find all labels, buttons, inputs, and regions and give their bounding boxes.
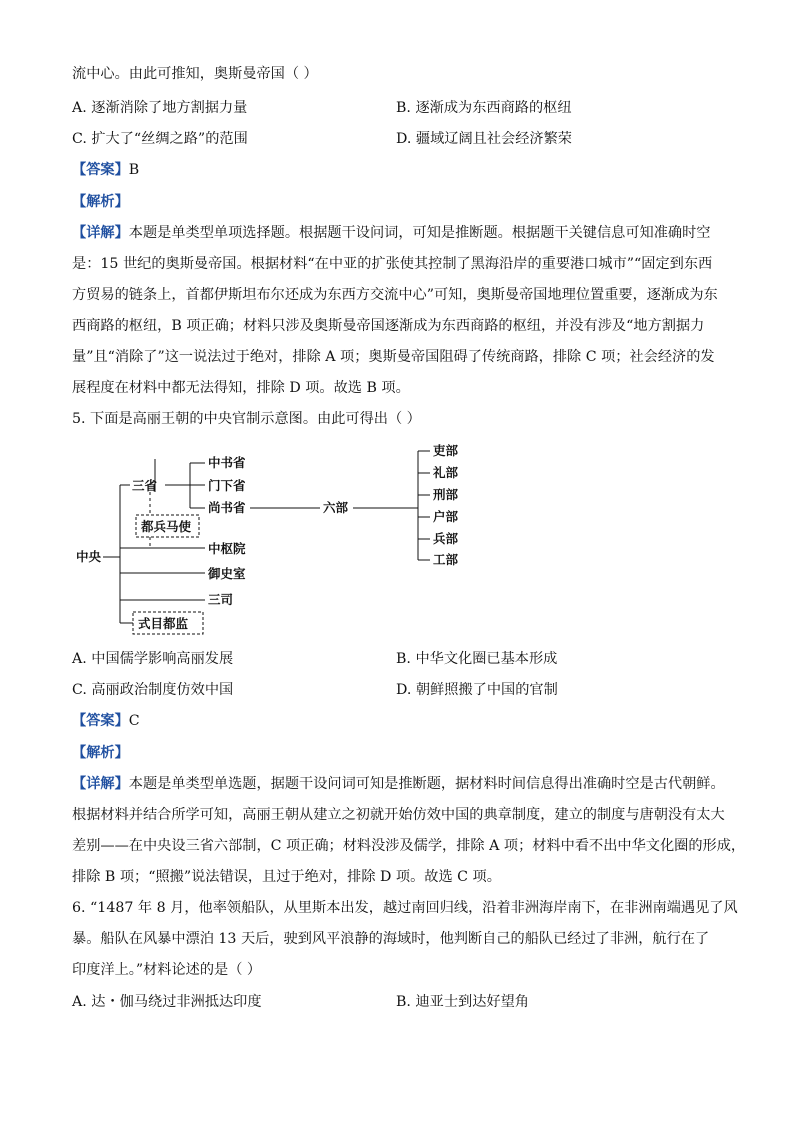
diagram-zhongshu: 中书省 xyxy=(208,455,246,470)
korea-official-system-diagram xyxy=(0,440,794,640)
q4-option-c: C. 扩大了“丝绸之路”的范围 xyxy=(72,131,248,147)
q6-stem-line-2: 暴。船队在风暴中漂泊 13 天后，驶到风平浪静的海域时，他判断自己的船队已经过了非洲，航行在了 xyxy=(72,931,710,947)
answer-value: B xyxy=(128,162,140,178)
diagram-bingbu: 兵部 xyxy=(433,531,459,546)
diagram-gongbu: 工部 xyxy=(433,552,459,567)
q5-detail-line-3: 差别——在中央设三省六部制，C 项正确；材料没涉及儒学，排除 A 项；材料中看不出中华文化圈的形成， xyxy=(72,838,746,854)
diagram-yushishi: 御史室 xyxy=(208,566,246,581)
diagram-libu-personnel: 吏部 xyxy=(433,443,459,458)
q6-stem-line-3: 印度洋上。”材料论述的是（ ） xyxy=(72,962,262,978)
detail-tag: 【详解】 xyxy=(72,225,129,241)
q4-detail-line-6: 展程度在材料中都无法得知，排除 D 项。故选 B 项。 xyxy=(72,380,410,396)
q4-detail-line-4: 西商路的枢纽，B 项正确；材料只涉及奥斯曼帝国逐渐成为东西商路的枢纽，并没有涉及“地方割据力 xyxy=(72,318,705,334)
q4-detail-line-5: 量”且“消除了”这一说法过于绝对，排除 A 项；奥斯曼帝国阻碍了传统商路，排除 C 项；社会经济的发 xyxy=(72,349,715,365)
detail-tag: 【详解】 xyxy=(72,776,129,792)
answer-tag: 【答案】 xyxy=(72,162,129,178)
q6-stem-line-1: 6. “1487 年 8 月，他率领船队，从里斯本出发，越过南回归线，沿着非洲海岸南下，在非洲南端遇见了风 xyxy=(72,900,738,916)
q5-option-a: A. 中国儒学影响高丽发展 xyxy=(72,651,234,667)
q4-detail-line-1: 【详解】本题是单类型单项选择题。根据题干设问词，可知是推断题。根据题干关键信息可知准确时空 xyxy=(72,225,711,241)
q5-option-b: B. 中华文化圈已基本形成 xyxy=(396,651,558,667)
diagram-sansi: 三司 xyxy=(208,592,234,607)
diagram-xingbu: 刑部 xyxy=(433,487,459,502)
diagram-menxia: 门下省 xyxy=(208,478,246,493)
q5-detail-line-4: 排除 B 项；“照搬”说法错误，且过于绝对，排除 D 项。故选 C 项。 xyxy=(72,869,501,885)
q5-answer xyxy=(72,711,140,731)
q4-detail-line-2: 是：15 世纪的奥斯曼帝国。根据材料“在中亚的扩张使其控制了黑海沿岸的重要港口城市”“固定到东西 xyxy=(72,256,713,272)
diagram-hubu: 户部 xyxy=(433,509,459,524)
answer-tag: 【答案】 xyxy=(72,713,129,729)
q5-option-c: C. 高丽政治制度仿效中国 xyxy=(72,682,234,698)
diagram-zhongyang: 中央 xyxy=(76,549,102,564)
q5-option-d: D. 朝鲜照搬了中国的官制 xyxy=(396,682,558,698)
diagram-sansheng: 三省 xyxy=(132,478,158,493)
diagram-zhongshuyuan: 中枢院 xyxy=(208,541,246,556)
q5-analysis-tag: 【解析】 xyxy=(72,745,129,761)
diagram-libu-rites: 礼部 xyxy=(433,465,459,480)
q5-stem: 5. 下面是高丽王朝的中央官制示意图。由此可得出（ ） xyxy=(72,411,421,427)
q5-detail-line-1: 【详解】本题是单类型单选题，据题干设问词可知是推断题，据材料时间信息得出准确时空是古代朝鲜。 xyxy=(72,776,725,792)
diagram-shangshu: 尚书省 xyxy=(208,500,246,515)
q4-detail-line-3: 方贸易的链条上，首都伊斯坦布尔还成为东西方交流中心”可知，奥斯曼帝国地理位置重要，逐渐成为东 xyxy=(72,287,718,303)
diagram-liubu: 六部 xyxy=(323,500,349,515)
q6-option-a: A. 达・伽马绕过非洲抵达印度 xyxy=(72,994,262,1010)
q4-answer xyxy=(72,160,139,180)
q4-option-d: D. 疆域辽阔且社会经济繁荣 xyxy=(396,131,572,147)
answer-value: C xyxy=(128,713,140,729)
q4-analysis-tag: 【解析】 xyxy=(72,194,129,210)
diagram-dubingmashi: 都兵马使 xyxy=(141,519,192,534)
diagram-shimudujian: 式目都监 xyxy=(138,616,189,631)
q4-option-b: B. 逐渐成为东西商路的枢纽 xyxy=(396,100,572,116)
q6-option-b: B. 迪亚士到达好望角 xyxy=(396,994,529,1010)
q4-option-a: A. 逐渐消除了地方割据力量 xyxy=(72,100,248,116)
q4-stem-end: 流中心。由此可推知，奥斯曼帝国（ ） xyxy=(72,66,318,82)
q5-detail-line-2: 根据材料并结合所学可知，高丽王朝从建立之初就开始仿效中国的典章制度，建立的制度与唐朝没有太大 xyxy=(72,807,725,823)
